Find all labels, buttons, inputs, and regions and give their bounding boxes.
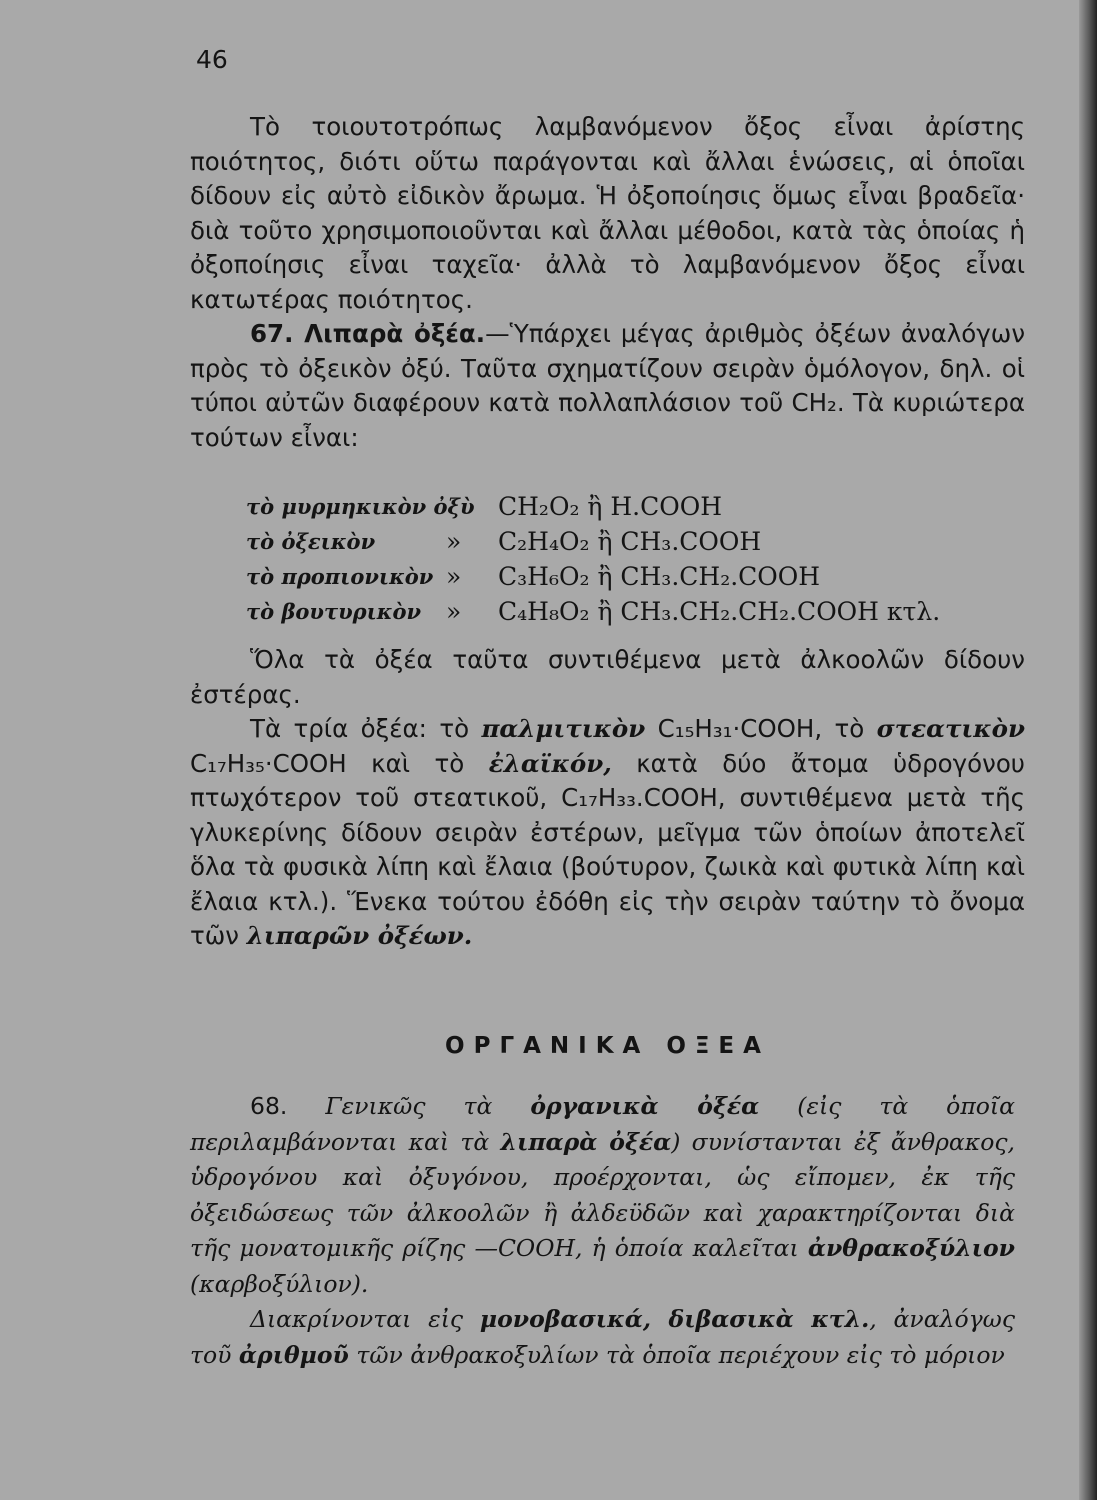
acid-name: τὸ μυρμηκικὸν ὀξὺ <box>246 494 475 519</box>
acids-table-row <box>246 559 1025 594</box>
text-run: κατὰ δύο ἄτομα ὑδρογόνου πτωχότερον τοῦ στεατικοῦ, C₁₇H₃₃.COOH, συντιθέμενα μετὰ τῆς γλυκερίνης δίδουν σειρὰν ἐστέρων, μεῖγμα τῶν ὁποίων ἀποτελεῖ ὅλα τὰ φυσικὰ λίπη καὶ ἔλαια (βούτυρον, ζωικὰ καὶ φυτικὰ λίπη καὶ ἔλαια κτλ.). Ἕνεκα τούτου ἐδόθη εἰς τὴν σειρὰν ταύτην τὸ ὄνομα τῶν <box>190 748 1025 950</box>
acids-table-row <box>246 524 1025 559</box>
text-run: Διακρίνονται εἰς <box>250 1305 480 1333</box>
paragraph-68 <box>190 1089 1015 1302</box>
acid-name: τὸ ὀξεικὸν <box>246 529 376 554</box>
ditto-mark: » <box>446 527 462 556</box>
paragraph-basicity <box>190 1302 1015 1373</box>
text-run: (καρβοξύλιον). <box>190 1269 369 1298</box>
paragraph-vinegar-quality: Τὸ τοιουτοτρόπως λαμβανόμενον ὄξος εἶναι ἀρίστης ποιότητος, διότι οὕτω παράγονται καὶ ἄλλαι ἑνώσεις, αἱ ὁποῖαι δίδουν εἰς αὐτὸ εἰδικὸν ἄρωμα. Ἡ ὀξοποίησις ὅμως εἶναι βραδεῖα· διὰ τοῦτο χρησιμοποιοῦνται καὶ ἄλλαι μέθοδοι, κατὰ τὰς ὁποίας ἡ ὀξοποίησις εἶναι ταχεῖα· ἀλλὰ τὸ λαμβανόμενον ὄξος εἶναι κατωτέρας ποιότητος. <box>190 112 1025 314</box>
section-number: 68. <box>250 1092 288 1120</box>
term-organic-acids: ὀργανικὰ ὀξέα <box>530 1092 760 1120</box>
text-run: Γενικῶς τὰ <box>287 1092 531 1120</box>
text-run: ) συνίστανται ἐξ ἄνθρακος, ὑδρογόνου καὶ ὀξυγόνου, προέρχονται, ὡς εἴπομεν, ἐκ τῆς ὀξειδώσεως τῶν ἀλκοολῶν ἢ ἀλδεϋδῶν καὶ χαρακτηρίζονται διὰ τῆς μονατομικῆς ρίζης —COOH, ἡ ὁποία καλεῖται <box>190 1127 1015 1262</box>
term-palmitic: παλμιτικὸν <box>481 714 646 743</box>
term-basic: μονοβασικά, διβασικὰ κτλ. <box>479 1305 870 1333</box>
term-carboxyl: ἀνθρακοξύλιον <box>807 1234 1015 1262</box>
acid-formula: C₃H₆O₂ ἢ CH₃.CH₂.COOH <box>498 562 821 591</box>
term-fatty-acids-2: λιπαρὰ ὀξέα <box>500 1127 672 1156</box>
ditto-mark <box>446 489 498 524</box>
acids-table <box>246 489 1025 629</box>
acids-table-row <box>246 594 1025 629</box>
section-67-heading: 67. Λιπαρὰ ὀξέα. <box>250 319 486 348</box>
term-fatty-acids: λιπαρῶν ὀξέων. <box>246 921 473 950</box>
term-stearic: στεατικὸν <box>876 714 1025 743</box>
page-edge-shadow <box>1079 0 1097 1500</box>
term-number: ἀριθμοῦ <box>238 1340 349 1369</box>
ditto-mark: » <box>446 597 462 626</box>
text-run: Τὰ τρία ὀξέα: τὸ <box>250 714 482 743</box>
ditto-mark: » <box>446 562 462 591</box>
text-run: , ἀναλόγως τοῦ <box>190 1305 1015 1369</box>
paragraph-three-acids <box>190 712 1025 954</box>
text-run: C₁₅H₃₁·COOH, τὸ <box>645 714 877 743</box>
text-run: (εἰς τὰ ὁποῖα περιλαμβάνονται καὶ τὰ <box>190 1092 1015 1156</box>
acid-formula: C₂H₄O₂ ἢ CH₃.COOH <box>498 527 762 556</box>
paragraph-fatty-acids <box>190 317 1025 455</box>
acid-formula: C₄H₈O₂ ἢ CH₃.CH₂.CH₂.COOH κτλ. <box>498 597 941 626</box>
section-heading: ΟΡΓΑΝΙΚΑ ΟΞΕΑ <box>445 1033 770 1059</box>
term-oleic: ἐλαϊκόν, <box>488 748 612 778</box>
acid-name: τὸ βουτυρικὸν <box>246 599 422 624</box>
organic-acids-text <box>190 1089 1015 1373</box>
text-run: C₁₇H₃₅·COOH καὶ τὸ <box>190 748 489 778</box>
acids-table-row <box>246 489 1025 524</box>
acid-formula: CH₂O₂ ἢ H.COOH <box>498 492 723 521</box>
text-run: τῶν ἀνθρακοξυλίων τὰ ὁποῖα περιέχουν εἰς τὸ μόριον <box>348 1340 1005 1369</box>
acid-name: τὸ προπιονικὸν <box>246 564 434 589</box>
page-number: 46 <box>196 45 228 74</box>
paragraph-esters: Ὅλα τὰ ὀξέα ταῦτα συντιθέμενα μετὰ ἀλκοολῶν δίδουν ἐστέρας. <box>190 645 1025 709</box>
main-text <box>190 110 1025 954</box>
section-67-text: —Ὑπάρχει μέγας ἀριθμὸς ὀξέων ἀναλόγων πρὸς τὸ ὀξεικὸν ὀξύ. Ταῦτα σχηματίζουν σειρὰν ὁμόλογον, δηλ. οἱ τύποι αὐτῶν διαφέρουν κατὰ πολλαπλάσιον τοῦ CH₂. Τὰ κυριώτερα τούτων εἶναι: <box>190 319 1025 452</box>
